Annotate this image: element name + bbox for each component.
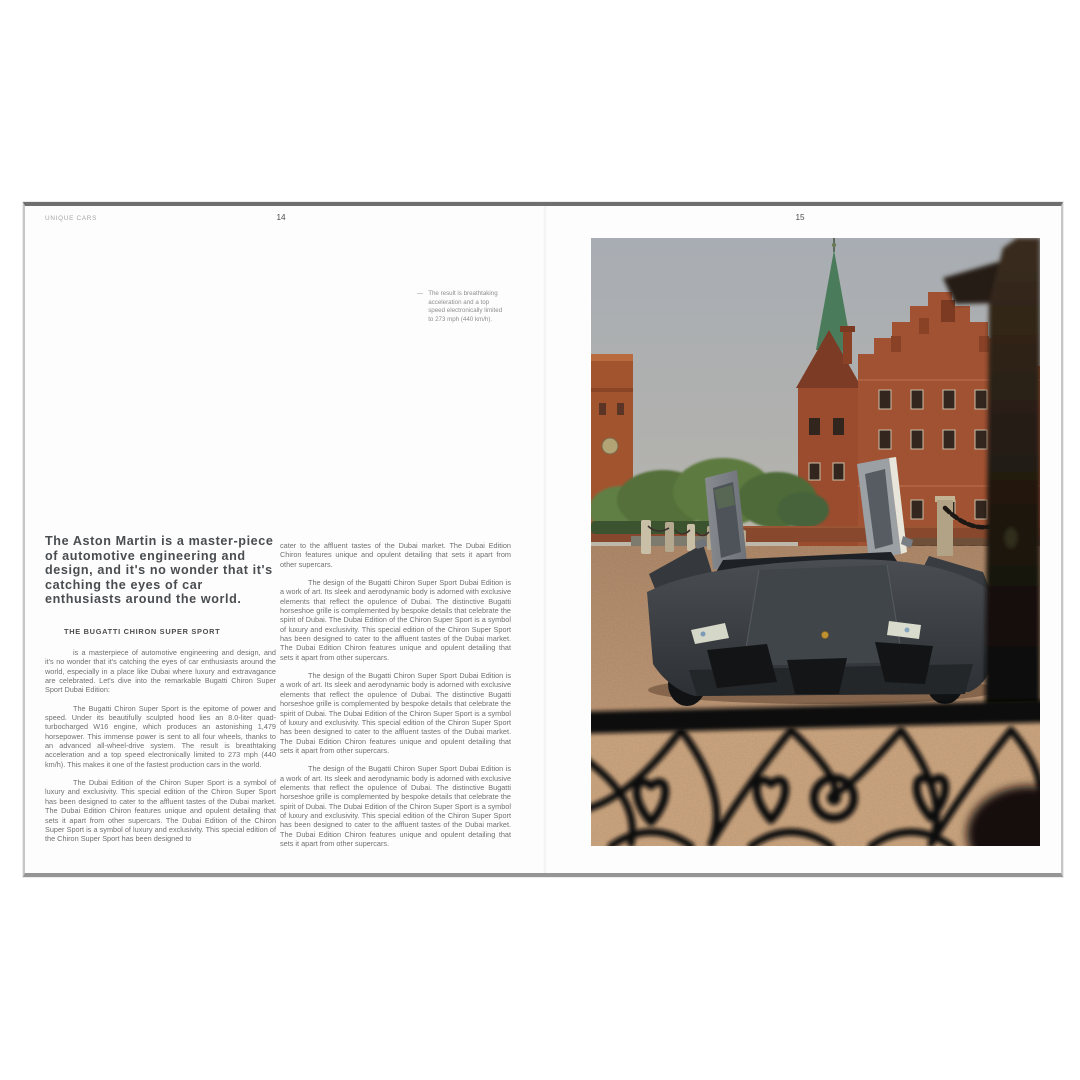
photo-caption [417,290,517,324]
photo-illustration [591,238,1040,846]
paragraph: is a masterpiece of automotive engineering and design, and it's no wonder that it's catching the eyes of car enthusiasts around the world, especially in a place like Dubai where luxury and extravagance are celebrated. Let's dive into the remarkable Bugatti Chiron Super Sport Dubai Edition: [45,648,276,695]
magazine-spread [23,202,1063,877]
center-fold [543,206,547,873]
paragraph: The design of the Bugatti Chiron Super Sport Dubai Edition is a work of art. Its sleek and aerodynamic body is adorned with exclusive elements that reflect the opulence of Dubai. The distinctive Bugatti horseshoe grille is complemented by bespoke details that celebrate the spirit of Dubai. The Dubai Edition of the Chiron Super Sport is a symbol of luxury and exclusivity. This special edition of the Chiron Super Sport has been designed to cater to the affluent tastes of the Dubai market. The Dubai Edition Chiron features unique and opulent detailing that sets it apart from other supercars. [280,578,511,662]
page-number-left: 14 [276,213,286,222]
body-column-2 [280,541,511,857]
section-kicker: THE BUGATTI CHIRON SUPER SPORT [64,627,221,636]
article-headline: The Aston Martin is a master-piece of automotive engineering and design, and it's no wonder that it's catching the eyes of car enthusiasts around the world. [45,534,274,607]
paragraph: The Dubai Edition of the Chiron Super Sport is a symbol of luxury and exclusivity. This special edition of the Chiron Super Sport has been designed to cater to the affluent tastes of the Dubai market. The Dubai Edition Chiron features unique and opulent detailing that sets it apart from other supercars. The Dubai Edition of the Chiron Super Sport is a symbol of luxury and exclusivity. This special edition of the Chiron Super Sport has been designed to [45,778,276,844]
paragraph: cater to the affluent tastes of the Dubai market. The Dubai Edition Chiron features unique and opulent detailing that sets it apart from other supercars. [280,541,511,569]
supercar-castle-photo [591,238,1040,846]
body-column-1 [45,648,276,853]
paragraph: The design of the Bugatti Chiron Super Sport Dubai Edition is a work of art. Its sleek and aerodynamic body is adorned with exclusive elements that reflect the opulence of Dubai. The distinctive Bugatti horseshoe grille is complemented by bespoke details that celebrate the spirit of Dubai. The Dubai Edition of the Chiron Super Sport is a symbol of luxury and exclusivity. This special edition of the Chiron Super Sport has been designed to cater to the affluent tastes of the Dubai market. The Dubai Edition Chiron features unique and opulent detailing that sets it apart from other supercars. [280,764,511,848]
caption-dash: — [417,290,424,297]
hood-badge [822,632,829,639]
running-header: UNIQUE CARS [45,215,98,222]
paragraph: The Bugatti Chiron Super Sport is the epitome of power and speed. Under its beautifully sculpted hood lies an 8.0-liter quad-turbocharged W16 engine, which produces an astonishing 1,479 horsepower. This immense power is sent to all four wheels, thanks to an advanced all-wheel-drive system. The result is breathtaking acceleration and a top speed electronically limited to 273 mph (440 km/h). This makes it one of the fastest production cars in the world. [45,703,276,769]
caption-text: The result is breathtaking acceleration and a top speed electronically limited to 273 mph (440 km/h). [428,290,503,323]
paragraph: The design of the Bugatti Chiron Super Sport Dubai Edition is a work of art. Its sleek and aerodynamic body is adorned with exclusive elements that reflect the opulence of Dubai. The distinctive Bugatti horseshoe grille is complemented by bespoke details that celebrate the spirit of Dubai. The Dubai Edition of the Chiron Super Sport is a symbol of luxury and exclusivity. This special edition of the Chiron Super Sport has been designed to cater to the affluent tastes of the Dubai market. The Dubai Edition Chiron features unique and opulent detailing that sets it apart from other supercars. [280,671,511,755]
page-number-right: 15 [795,213,805,222]
